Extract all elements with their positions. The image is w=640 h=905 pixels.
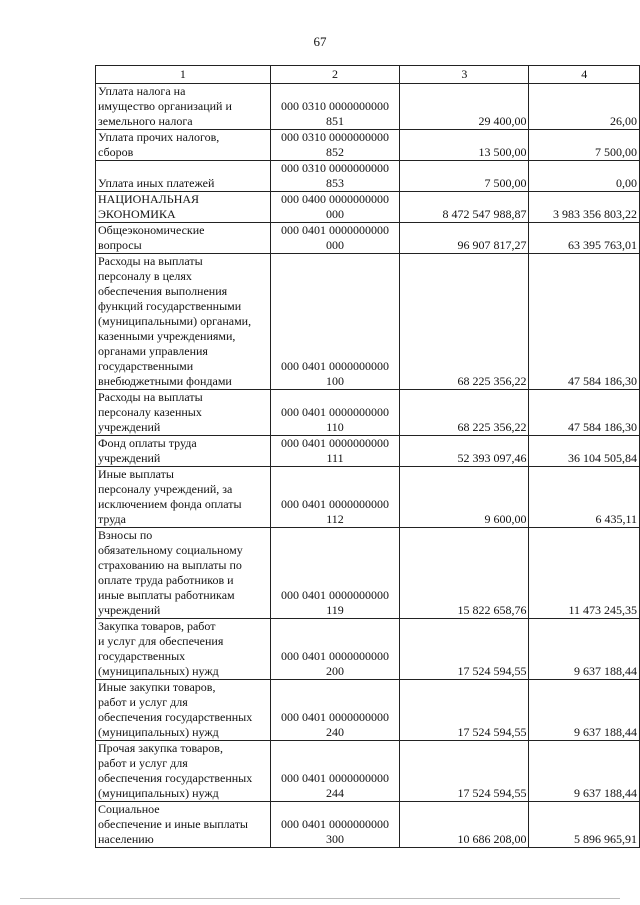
table-row <box>96 130 640 161</box>
budget-table <box>95 65 640 848</box>
row-code-cell-text: 000 0401 0000000000 200 <box>281 649 390 678</box>
table-row <box>96 619 640 680</box>
row-name-cell <box>96 467 271 528</box>
row-code-cell <box>270 84 400 130</box>
row-code-cell <box>270 802 400 848</box>
row-code-cell-text: 000 0401 0000000000 000 <box>281 223 390 252</box>
row-value-col4-cell: 26,00 <box>529 84 640 130</box>
row-value-col3-cell: 68 225 356,22 <box>400 390 529 436</box>
row-code-cell-text: 000 0401 0000000000 110 <box>281 405 390 434</box>
row-value-col3-cell: 68 225 356,22 <box>400 254 529 390</box>
row-code-cell <box>270 223 400 254</box>
row-value-col3-cell: 7 500,00 <box>400 161 529 192</box>
row-value-col3-cell: 17 524 594,55 <box>400 741 529 802</box>
row-name-cell-text: Иные выплаты персоналу учреждений, за исключением фонда оплаты труда <box>98 467 242 526</box>
row-value-col3-cell: 17 524 594,55 <box>400 619 529 680</box>
row-value-col4-cell: 36 104 505,84 <box>529 436 640 467</box>
row-code-cell <box>270 619 400 680</box>
row-name-cell <box>96 619 271 680</box>
row-name-cell-text: НАЦИОНАЛЬНАЯ ЭКОНОМИКА <box>98 192 200 221</box>
page-number: 67 <box>313 34 327 49</box>
row-value-col4-cell: 63 395 763,01 <box>529 223 640 254</box>
row-code-cell-text: 000 0310 0000000000 853 <box>281 161 390 190</box>
row-name-cell <box>96 390 271 436</box>
table-row <box>96 254 640 390</box>
page-bottom-edge <box>20 898 620 899</box>
row-code-cell <box>270 192 400 223</box>
row-name-cell <box>96 254 271 390</box>
row-name-cell <box>96 436 271 467</box>
row-name-cell-text: Расходы на выплаты персоналу в целях обеспечения выполнения функций государственными (муниципальными) органами, казенными учреждениями, органами управления государственными внебюджетными фондами <box>98 254 252 388</box>
row-code-cell <box>270 254 400 390</box>
table-row <box>96 192 640 223</box>
row-value-col4-cell: 3 983 356 803,22 <box>529 192 640 223</box>
row-value-col3-cell: 29 400,00 <box>400 84 529 130</box>
table-row <box>96 528 640 619</box>
table-row <box>96 436 640 467</box>
row-value-col4-cell: 6 435,11 <box>529 467 640 528</box>
row-value-col3-cell: 8 472 547 988,87 <box>400 192 529 223</box>
table-row <box>96 802 640 848</box>
row-name-cell-text: Социальное обеспечение и иные выплаты населению <box>98 802 248 846</box>
column-header-2: 2 <box>270 66 400 84</box>
row-value-col3-cell: 15 822 658,76 <box>400 528 529 619</box>
table-row <box>96 741 640 802</box>
row-name-cell-text: Общеэкономические вопросы <box>98 223 205 252</box>
row-value-col4-cell: 11 473 245,35 <box>529 528 640 619</box>
row-code-cell-text: 000 0310 0000000000 851 <box>281 99 390 128</box>
row-value-col4-cell: 47 584 186,30 <box>529 254 640 390</box>
row-name-cell-text: Закупка товаров, работ и услуг для обеспечения государственных (муниципальных) нужд <box>98 619 224 678</box>
row-name-cell-text: Уплата прочих налогов, сборов <box>98 130 220 159</box>
column-header-1: 1 <box>96 66 271 84</box>
row-value-col4-cell: 9 637 188,44 <box>529 741 640 802</box>
row-name-cell-text: Фонд оплаты труда учреждений <box>98 436 197 465</box>
row-code-cell-text: 000 0400 0000000000 000 <box>281 192 390 221</box>
row-value-col3-cell: 9 600,00 <box>400 467 529 528</box>
budget-table-body <box>96 66 640 848</box>
row-name-cell <box>96 528 271 619</box>
row-code-cell-text: 000 0401 0000000000 300 <box>281 817 390 846</box>
row-name-cell-text: Взносы по обязательному социальному страхованию на выплаты по оплате труда работников и иные выплаты работникам учреждений <box>98 528 243 617</box>
row-name-cell <box>96 802 271 848</box>
row-code-cell <box>270 161 400 192</box>
row-name-cell <box>96 741 271 802</box>
row-code-cell-text: 000 0401 0000000000 119 <box>281 588 390 617</box>
row-value-col4-cell: 47 584 186,30 <box>529 390 640 436</box>
row-name-cell <box>96 223 271 254</box>
row-value-col4-cell: 9 637 188,44 <box>529 680 640 741</box>
row-code-cell <box>270 680 400 741</box>
row-code-cell-text: 000 0401 0000000000 112 <box>281 497 390 526</box>
row-name-cell <box>96 161 271 192</box>
row-value-col3-cell: 10 686 208,00 <box>400 802 529 848</box>
row-value-col4-cell: 7 500,00 <box>529 130 640 161</box>
row-value-col4-cell: 5 896 965,91 <box>529 802 640 848</box>
row-name-cell-text: Уплата налога на имущество организаций и земельного налога <box>98 84 232 128</box>
row-name-cell-text: Иные закупки товаров, работ и услуг для обеспечения государственных (муниципальных) нужд <box>98 680 253 739</box>
row-name-cell <box>96 680 271 741</box>
table-row <box>96 84 640 130</box>
row-name-cell <box>96 130 271 161</box>
row-code-cell-text: 000 0401 0000000000 100 <box>281 359 390 388</box>
table-row <box>96 161 640 192</box>
row-name-cell <box>96 192 271 223</box>
row-value-col3-cell: 52 393 097,46 <box>400 436 529 467</box>
row-code-cell <box>270 741 400 802</box>
column-header-4: 4 <box>529 66 640 84</box>
row-value-col3-cell: 96 907 817,27 <box>400 223 529 254</box>
row-code-cell-text: 000 0401 0000000000 111 <box>281 436 390 465</box>
row-code-cell <box>270 130 400 161</box>
row-value-col3-cell: 17 524 594,55 <box>400 680 529 741</box>
row-value-col4-cell: 9 637 188,44 <box>529 619 640 680</box>
row-code-cell <box>270 436 400 467</box>
row-code-cell <box>270 467 400 528</box>
table-row <box>96 390 640 436</box>
row-value-col3-cell: 13 500,00 <box>400 130 529 161</box>
table-row <box>96 680 640 741</box>
row-code-cell-text: 000 0310 0000000000 852 <box>281 130 390 159</box>
row-name-cell-text: Расходы на выплаты персоналу казенных учреждений <box>98 390 203 434</box>
row-code-cell <box>270 390 400 436</box>
row-code-cell-text: 000 0401 0000000000 244 <box>281 771 390 800</box>
row-value-col4-cell: 0,00 <box>529 161 640 192</box>
table-row <box>96 467 640 528</box>
table-row <box>96 223 640 254</box>
row-code-cell-text: 000 0401 0000000000 240 <box>281 710 390 739</box>
column-header-3: 3 <box>400 66 529 84</box>
table-header-row <box>96 66 640 84</box>
row-code-cell <box>270 528 400 619</box>
row-name-cell-text: Уплата иных платежей <box>98 176 215 190</box>
row-name-cell <box>96 84 271 130</box>
row-name-cell-text: Прочая закупка товаров, работ и услуг для обеспечения государственных (муниципальных) нужд <box>98 741 253 800</box>
